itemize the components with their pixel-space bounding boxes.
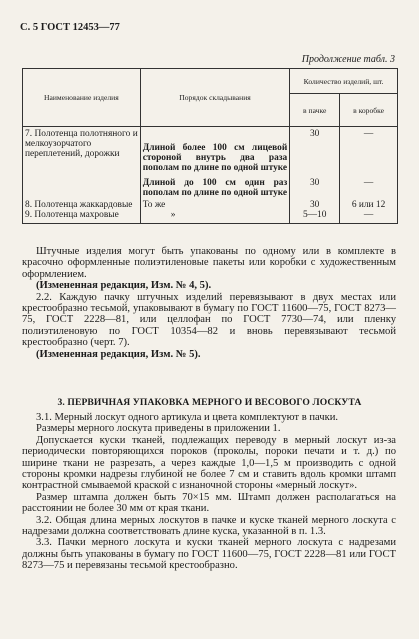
cell-item-name: 7. Полотенца полотняного и мелкоузорчатого переплетений, дорожки [23,127,141,174]
cell-folding-order: Длиной более 100 см лицевой стороной внутрь два раза пополам по длине по одной штуке [140,127,289,174]
cell-item-name: 9. Полотенца махровые [23,210,141,224]
cell-in-pack: 30 [290,127,340,174]
cell-in-box: — [340,210,398,224]
paragraph-stamp: Размер штампа должен быть 70×15 мм. Штамп должен располагаться на расстоянии не более 30 мм от края ткани. [22,491,396,515]
cell-item-name [23,174,141,198]
cell-in-pack: 5—10 [290,210,340,224]
paragraph-sizes: Размеры мерного лоскута приведены в приложении 1. [36,423,281,435]
cell-folding-order: Длиной до 100 см один раз пополам по длине по одной штуке [140,174,289,198]
cell-in-pack: 30 [290,174,340,198]
table-row [23,210,398,224]
section-2-text [22,246,396,360]
paragraph-piece-items: Штучные изделия могут быть упакованы по одному или в комплекте в красочно оформленные полиэтиленовые пакеты или коробки с художественным оформлением. [22,246,396,280]
cell-item-name: 8. Полотенца жаккардовые [23,198,141,210]
paragraph-2-2: 2.2. Каждую пачку штучных изделий перевязывают в двух местах или крестообразно тесьмой, упаковывают в бумагу по ГОСТ 11600—75, ГОСТ 8273—75, ГОСТ 2228—81, или целлофан по ГОСТ 7730—74, или пленку полиэтиленовую по ГОСТ 10354—82 и вновь перевязывают тесьмой крестообразно (черт. 7). [22,291,396,349]
cell-folding-order: То же [140,198,289,210]
cell-in-box: 6 или 12 [340,198,398,210]
paragraph-cuts: Допускается куски тканей, подлежащих переводу в мерный лоскут из-за периодически повторяющихся пороков (проколы, пороки печати и т. д.) по ширине ткани не разрезать, а через каждые 1,0—1,5 м производить с одной стороны кромки надрезы глубиной не более 7 см и ставить вдоль кромки штамп контрастной смываемой краской с изнаночной стороны «мерный лоскут». [22,434,396,492]
table-row [23,174,398,198]
cell-in-box: — [340,174,398,198]
cell-in-box: — [340,127,398,174]
header-in-box: в коробке [340,94,398,127]
table-continuation-label: Продолжение табл. 3 [301,54,395,65]
edition-note: (Измененная редакция, Изм. № 5). [36,348,201,360]
header-folding-order: Порядок складывания [140,69,289,127]
page-header: С. 5 ГОСТ 12453—77 [20,22,120,33]
header-quantity: Количество изделий, шт. [290,69,398,94]
paragraph-3-2: 3.2. Общая длина мерных лоскутов в пачке и куске тканей мерного лоскута с надрезами должна соответствовать длине куска, указанной в п. 1.3. [22,514,396,538]
paragraph-3-3: 3.3. Пачки мерного лоскута и куски тканей мерного лоскута с надрезами должны быть упакованы в бумагу по ГОСТ 11600—75, ГОСТ 2228—81 или ГОСТ 8273—75 и перевязаны тесьмой крестообразно. [22,537,396,572]
table-row [23,198,398,210]
edition-note: (Измененная редакция, Изм. № 4, 5). [36,280,212,292]
cell-in-pack: 30 [290,198,340,210]
paragraph-3-1: 3.1. Мерный лоскут одного артикула и цвета комплектуют в пачки. [36,412,339,423]
header-in-pack: в пачке [290,94,340,127]
header-item-name: Наименование изделия [23,69,141,127]
table-row [23,127,398,174]
packing-table [22,68,398,224]
table-header-row [23,69,398,94]
section-3-heading: 3. ПЕРВИЧНАЯ УПАКОВКА МЕРНОГО И ВЕСОВОГО ЛОСКУТА [57,397,362,408]
cell-folding-order: » [140,210,289,224]
section-3-text [22,412,396,572]
